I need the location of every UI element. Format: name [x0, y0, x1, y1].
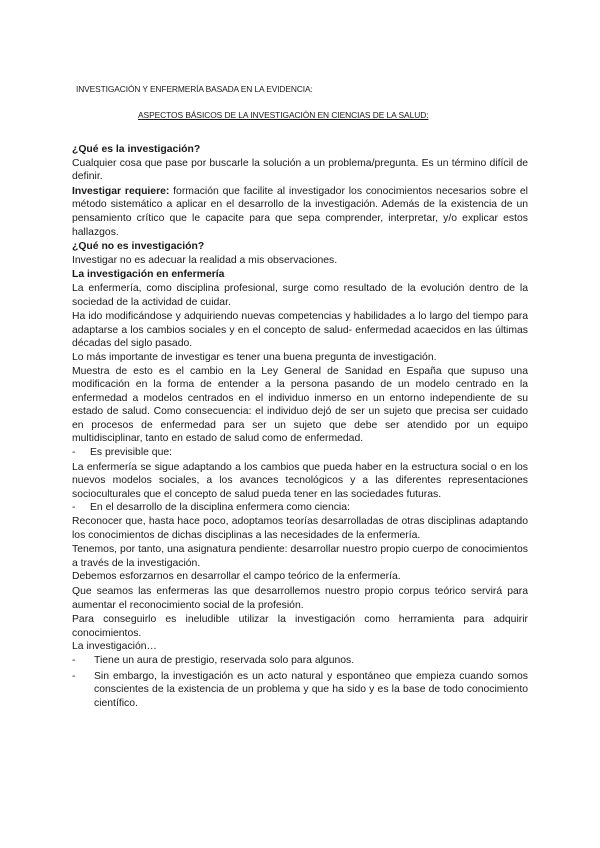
bullet-item [72, 446, 528, 460]
section-heading-nursing-research: La investigación en enfermería [72, 269, 225, 281]
bullet-item [72, 670, 528, 711]
bullet-text: Tiene un aura de prestigio, reservada solo para algunos. [94, 654, 355, 666]
paragraph-not-research: Investigar no es adecuar la realidad a mis observaciones. [72, 254, 338, 266]
bullet-text: Es previsible que: [90, 447, 173, 459]
bullet-dash: - [72, 670, 76, 682]
paragraph-nursing-discipline: La enfermería, como disciplina profesional, surge como resultado de la evolución dentro de la sociedad de la actividad de cuidar. [72, 282, 528, 308]
bullet-dash: - [72, 654, 76, 666]
bullet-text: Sin embargo, la investigación es un acto natural y espontáneo que empieza cuando somos conscientes de la existencia de un problema y que ha sido y es la base de todo conocimiento científico. [94, 670, 528, 709]
requirements-label: Investigar requiere: [72, 185, 170, 197]
paragraph-social-recognition: Que seamos las enfermeras las que desarrollemos nuestro propio corpus teórico servirá para aumentar el reconocimiento social de la profesión. [72, 586, 528, 611]
paragraph-research-intro: La investigación… [72, 641, 157, 653]
bullet-dash: - [72, 502, 76, 514]
bullet-item [72, 654, 528, 668]
paragraph-competencies: Ha ido modificándose y adquiriendo nuevas competencias y habilidades a lo largo del tiempo para adaptarse a los cambios sociales y en el concepto de salud- enfermedad acaecidos en las últimas décadas del siglo pasado. [72, 311, 528, 350]
document-body [72, 142, 528, 710]
paragraph-good-question: Lo más importante de investigar es tener una buena pregunta de investigación. [72, 351, 437, 363]
paragraph-theories: Reconocer que, hasta hace poco, adoptamos teorías desarrolladas de otras disciplinas adaptando los conocimientos de dichas disciplinas a las necesidades de la enfermería. [72, 516, 528, 541]
paragraph-requirements [72, 185, 528, 239]
paragraph-health-law: Muestra de esto es el cambio en la Ley General de Sanidad en España que supuso una modificación en la forma de entender a la persona pasando de un modelo centrado en la enfermedad a modelos centrados en el individuo inmerso en un entorno independiente de su estado de salud. Como consecuencia: el individuo dejó de ser un sujeto que precisa ser cuidado en procesos de enfermedad para ser un sujeto que debe ser atendido por un equipo multidisciplinar, tanto en estado de salud como de enfermedad. [72, 365, 528, 445]
paragraph-research-tool: Para conseguirlo es ineludible utilizar la investigación como herramienta para adquirir conocimientos. [72, 614, 528, 639]
bullet-dash: - [72, 447, 76, 459]
bullet-text: En el desarrollo de la disciplina enfermera como ciencia: [90, 502, 350, 514]
paragraph-pending-subject: Tenemos, por tanto, una asignatura pendiente: desarrollar nuestro propio cuerpo de conocimientos a través de la investigación. [72, 544, 528, 569]
paragraph-theoretical-field: Debemos esforzarnos en desarrollar el campo teórico de la enfermería. [72, 571, 401, 583]
paragraph-definition: Cualquier cosa que pase por buscarle la solución a un problema/pregunta. Es un término difícil de definir. [72, 157, 528, 183]
section-heading-what-is-research: ¿Qué es la investigación? [72, 144, 201, 155]
document-header-subtitle: ASPECTOS BÁSICOS DE LA INVESTIGACIÓN EN CIENCIAS DE LA SALUD: [138, 110, 429, 120]
document-header-title: INVESTIGACIÓN Y ENFERMERÍA BASADA EN LA EVIDENCIA: [76, 84, 313, 94]
requirements-text: formación que facilite al investigador los conocimientos necesarios sobre el método sistemático a aplicar en el desarrollo de la investigación. Además de la existencia de un pensamiento crítico que le capacite para que sepa comprender, interpretar, y/o explicar estos hallazgos. [72, 185, 528, 238]
bullet-item [72, 501, 528, 515]
paragraph-adaptation: La enfermería se sigue adaptando a los cambios que pueda haber en la estructura social o en los nuevos modelos sociales, a los avances tecnológicos y a las diferentes representaciones socioculturales que el concepto de salud pueda tener en las sociedades futuras. [72, 461, 528, 500]
section-heading-what-is-not-research: ¿Qué no es investigación? [72, 241, 205, 253]
